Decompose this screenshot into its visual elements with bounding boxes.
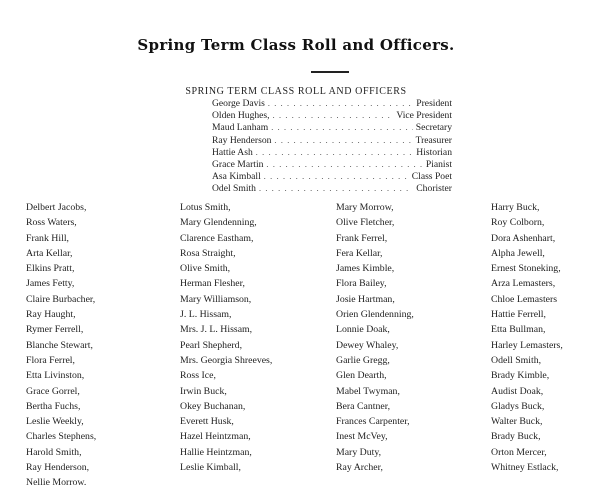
class-member-name: Lotus Smith, [180,202,231,213]
class-member-name: Bera Cantner, [336,400,391,412]
class-member-name: Arza Lemasters, [491,278,556,290]
class-member-name: Mrs. J. L. Hissam, [180,324,253,336]
class-member-name: Etta Bullman, [491,324,546,336]
roll-column-2 [180,202,272,477]
class-member-name: Everett Husk, [180,416,234,428]
class-member-name: Alpha Jewell, [491,247,545,259]
class-member-name: Dora Ashenhart, [491,232,556,244]
officer-row [212,171,452,183]
class-member-name: Mary Morrow, [336,202,394,213]
class-member-name: Leslie Weekly, [26,416,84,428]
class-member-name: Odell Smith, [491,354,542,366]
leader-dots [274,136,412,145]
class-member-name: Walter Buck, [491,416,543,428]
officer-name: Maud Lanham [212,122,269,134]
class-member-name: Claire Burbacher, [26,293,96,305]
class-member-name: Mrs. Georgia Shreeves, [180,354,273,366]
class-member-name: Frances Carpenter, [336,416,410,428]
class-member-name: Mary Duty, [336,446,382,458]
officer-name: George Davis [212,98,265,109]
class-member-name: Ray Haught, [26,309,76,321]
class-member-name: Leslie Kimball, [180,462,241,474]
roll-column-4 [491,202,563,477]
officer-row [212,159,452,171]
class-member-name: Lonnie Doak, [336,324,390,336]
class-member-name: Blanche Stewart, [26,339,93,351]
roll-column-3 [336,202,414,477]
class-member-name: James Fetty, [26,278,75,290]
officer-name: Grace Martin [212,158,264,170]
class-member-name: Rosa Straight, [180,247,236,259]
officer-role: Treasurer [415,134,452,146]
class-member-name: Delbert Jacobs, [26,202,87,213]
officer-name: Hattie Ash [212,146,253,158]
class-member-name: Harley Lemasters, [491,339,563,351]
class-member-name: Dewey Whaley, [336,339,399,351]
class-member-name: Mabel Twyman, [336,385,400,397]
class-member-name: Grace Gorrel, [26,385,80,397]
class-member-name: Arta Kellar, [26,247,73,259]
class-member-name: Ross Waters, [26,217,77,229]
class-member-name: Flora Ferrel, [26,354,75,366]
class-member-name: Inest McVey, [336,431,388,443]
class-member-name: J. L. Hissam, [180,309,232,321]
class-member-name: Herman Flesher, [180,278,245,290]
page-title: Spring Term Class Roll and Officers. [137,36,455,54]
class-member-name: James Kimble, [336,263,395,275]
leader-dots [268,99,413,108]
leader-dots [259,184,413,193]
class-member-name: Frank Ferrel, [336,232,388,244]
class-member-name: Orien Glendenning, [336,309,414,321]
officer-name: Asa Kimball [212,171,261,183]
class-member-name: Pearl Shepherd, [180,339,243,351]
class-member-name: Fera Kellar, [336,247,383,259]
officer-name: Olden Hughes, [212,110,270,122]
class-member-name: Mary Williamson, [180,293,252,305]
class-member-name: Brady Kimble, [491,370,550,382]
class-member-name: Ray Archer, [336,462,383,474]
officer-row [212,122,452,134]
class-member-name: Garlie Gregg, [336,354,390,366]
leader-dots [264,172,409,181]
officer-row [212,147,452,159]
class-member-name: Harry Buck, [491,202,540,213]
officer-row [212,98,452,110]
class-member-name: Josie Hartman, [336,293,395,305]
class-member-name: Frank Hill, [26,232,69,244]
officer-row [212,183,452,195]
class-member-name: Rymer Ferrell, [26,324,84,336]
class-member-name: Olive Smith, [180,263,231,275]
officer-role: President [416,98,452,109]
class-member-name: Elkins Pratt, [26,263,75,275]
class-member-name: Harold Smith, [26,446,82,458]
class-member-name: Nellie Morrow. [26,477,87,489]
officer-name: Ray Henderson [212,134,272,146]
officer-name: Odel Smith [212,183,256,195]
class-member-name: Clarence Eastham, [180,232,254,244]
officer-role: Secretary [415,122,452,134]
class-member-name: Whitney Estlack, [491,462,559,474]
officer-row [212,135,452,147]
class-member-name: Gladys Buck, [491,400,545,412]
leader-dots [273,111,394,120]
class-member-name: Audist Doak, [491,385,544,397]
leader-dots [266,160,422,169]
leader-dots [271,123,413,132]
class-member-name: Ray Henderson, [26,462,90,474]
class-member-name: Mary Glendenning, [180,217,257,229]
class-member-name: Charles Stephens, [26,431,97,443]
officers-list [212,98,452,196]
class-member-name: Olive Fletcher, [336,217,395,229]
officer-role: Pianist [425,158,452,170]
officers-heading: SPRING TERM CLASS ROLL AND OFFICERS [185,86,407,97]
roll-column-1 [26,202,96,493]
officer-role: Chorister [416,183,452,195]
class-member-name: Chloe Lemasters [491,293,558,305]
class-member-name: Flora Bailey, [336,278,387,290]
class-member-name: Ernest Stoneking, [491,263,561,275]
class-member-name: Brady Buck, [491,431,541,443]
class-member-name: Okey Buchanan, [180,400,246,412]
officer-role: Historian [416,146,452,158]
class-member-name: Roy Colborn, [491,217,545,229]
title-divider [311,71,349,73]
leader-dots [256,148,414,157]
class-member-name: Hallie Heintzman, [180,446,252,458]
officer-row [212,110,452,122]
class-member-name: Glen Dearth, [336,370,387,382]
class-member-name: Hazel Heintzman, [180,431,251,443]
class-member-name: Hattie Ferrell, [491,309,546,321]
officer-role: Vice President [396,110,452,122]
class-member-name: Etta Livinston, [26,370,85,382]
class-member-name: Irwin Buck, [180,385,227,397]
class-member-name: Ross Ice, [180,370,216,382]
class-member-name: Orton Mercer, [491,446,547,458]
officer-role: Class Poet [411,171,452,183]
class-member-name: Bertha Fuchs, [26,400,81,412]
